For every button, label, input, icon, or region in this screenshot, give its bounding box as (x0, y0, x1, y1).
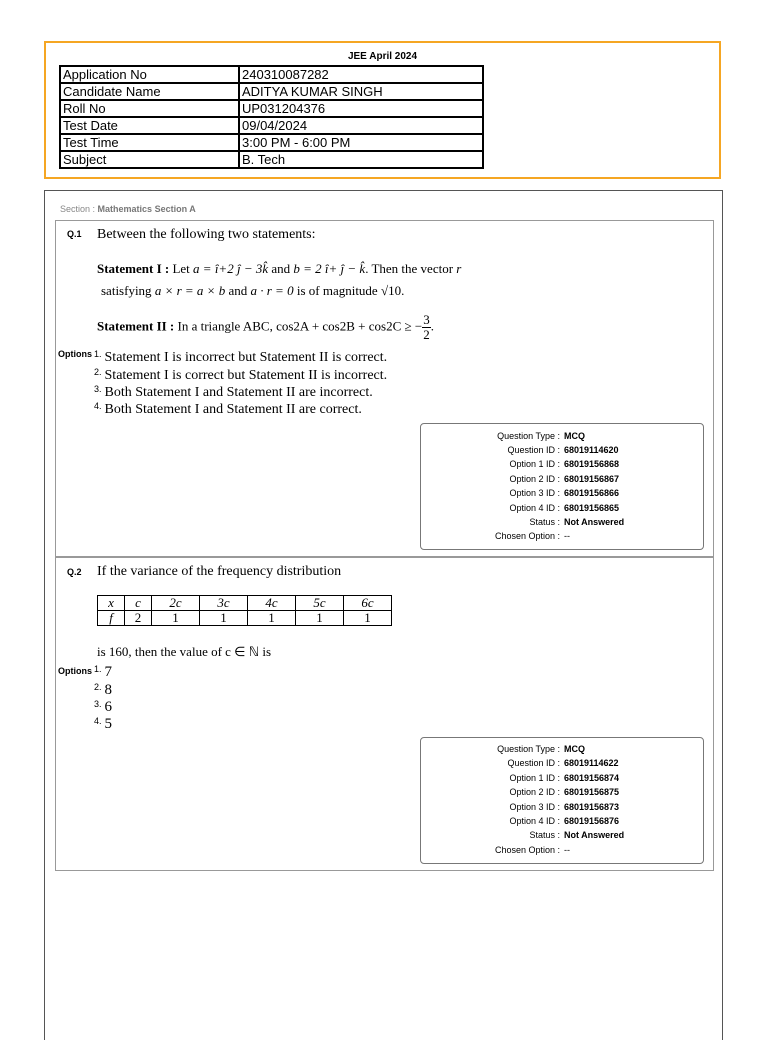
meta-row (421, 444, 703, 456)
option-item (94, 366, 387, 384)
exam-title: JEE April 2024 (347, 51, 418, 62)
question-paper (44, 190, 723, 1040)
table-cell (98, 611, 125, 626)
meta-value: Not Answered (564, 517, 625, 527)
meta-row (421, 502, 703, 514)
question-number: Q.2 (67, 567, 82, 577)
meta-key: Question Type : (497, 431, 560, 441)
meta-key: Question Type : (497, 744, 560, 754)
meta-value: -- (564, 845, 570, 855)
vector-a-expression: a = î+2 ĵ − 3k̂ (193, 261, 269, 276)
info-value: 09/04/2024 (239, 117, 483, 134)
option-item (94, 400, 362, 418)
option-number: 3. (94, 384, 102, 394)
question-card (55, 557, 714, 871)
meta-key: Option 3 ID : (509, 802, 560, 812)
info-label: Application No (60, 66, 239, 83)
meta-value: 68019156865 (564, 503, 620, 513)
cell-text: x (108, 595, 114, 610)
meta-row (421, 530, 703, 542)
info-label: Test Date (60, 117, 239, 134)
table-cell (200, 596, 248, 611)
fraction (422, 313, 431, 342)
option-item (94, 348, 387, 366)
meta-row (421, 786, 703, 798)
statement-text: is of magnitude (296, 283, 378, 298)
info-label: Candidate Name (60, 83, 239, 100)
option-text: 7 (104, 664, 113, 680)
info-row (60, 100, 483, 117)
table-cell (125, 596, 152, 611)
info-label: Test Time (60, 134, 239, 151)
option-text: Statement I is correct but Statement II is incorrect. (104, 368, 388, 383)
statement-text: satisfying (101, 283, 152, 298)
meta-row (421, 772, 703, 784)
question-number: Q.1 (67, 229, 82, 239)
meta-key: Option 2 ID : (509, 474, 560, 484)
info-row (60, 117, 483, 134)
statement-2-text: In a triangle ABC, cos2A + cos2B + cos2C ≥ − (177, 318, 423, 334)
statement-text: . Then the vector (365, 261, 454, 276)
section-label (60, 204, 196, 214)
table-cell (248, 596, 296, 611)
info-value: B. Tech (239, 151, 483, 168)
table-row (98, 596, 392, 611)
candidate-info-table (59, 65, 484, 169)
option-number: 1. (94, 349, 102, 359)
question-outro: is 160, then the value of c ∈ ℕ is (97, 644, 272, 659)
section-prefix: Section : (60, 204, 96, 214)
meta-value: 68019156866 (564, 488, 620, 498)
options-label: Options (58, 666, 92, 676)
info-value: 3:00 PM - 6:00 PM (239, 134, 483, 151)
frequency-table (97, 595, 392, 626)
cell-text: 3c (217, 595, 230, 610)
meta-row (421, 458, 703, 470)
meta-row (421, 801, 703, 813)
info-row (60, 134, 483, 151)
info-label: Roll No (60, 100, 239, 117)
option-number: 4. (94, 401, 102, 411)
meta-key: Option 3 ID : (509, 488, 560, 498)
option-text: Both Statement I and Statement II are correct. (104, 402, 362, 417)
vector-r: r (456, 261, 462, 276)
option-text: 6 (104, 699, 113, 715)
statement-1-line-1 (97, 261, 461, 277)
meta-key: Option 1 ID : (509, 459, 560, 469)
meta-row (421, 844, 703, 856)
meta-value: 68019156873 (564, 802, 620, 812)
meta-value: -- (564, 531, 570, 541)
statement-2 (97, 313, 434, 342)
cross-product-expression: a × r = a × b (154, 283, 226, 298)
option-number: 2. (94, 367, 102, 377)
fraction-denominator: 2 (423, 327, 430, 342)
option-item (94, 715, 112, 733)
info-row (60, 66, 483, 83)
option-number: 4. (94, 716, 102, 726)
meta-key: Status : (529, 830, 560, 840)
info-label: Subject (60, 151, 239, 168)
meta-row (421, 516, 703, 528)
cell-text: c (135, 595, 141, 610)
option-text: Both Statement I and Statement II are incorrect. (104, 385, 373, 400)
question-card (55, 220, 714, 557)
sqrt-ten: √10 (380, 283, 402, 298)
fraction-numerator: 3 (423, 312, 430, 327)
question-intro: Between the following two statements: (97, 227, 316, 242)
table-cell: 1 (152, 611, 200, 626)
question-intro: If the variance of the frequency distribution (97, 564, 342, 579)
meta-key: Status : (529, 517, 560, 527)
meta-value: 68019156875 (564, 787, 620, 797)
meta-value: 68019156874 (564, 773, 620, 783)
question-meta-box (420, 737, 704, 864)
table-cell (344, 596, 392, 611)
option-item (94, 681, 112, 699)
meta-row (421, 757, 703, 769)
cell-text: 6c (361, 595, 374, 610)
meta-value: 68019156868 (564, 459, 620, 469)
meta-row (421, 473, 703, 485)
statement-text: Let (172, 261, 190, 276)
meta-key: Question ID : (507, 445, 560, 455)
cell-text: 5c (313, 595, 326, 610)
dot-product-expression: a · r = 0 (250, 283, 294, 298)
meta-row (421, 430, 703, 442)
info-row (60, 151, 483, 168)
info-row (60, 83, 483, 100)
meta-value: 68019114622 (564, 758, 619, 768)
table-row (98, 611, 392, 626)
meta-value: 68019114620 (564, 445, 619, 455)
option-item (94, 698, 112, 716)
info-value: 240310087282 (239, 66, 483, 83)
meta-key: Option 1 ID : (509, 773, 560, 783)
statement-1-line-2 (101, 283, 404, 299)
meta-value: MCQ (564, 744, 585, 754)
candidate-info-card (44, 41, 721, 179)
meta-key: Option 4 ID : (509, 816, 560, 826)
option-number: 1. (94, 664, 102, 674)
meta-key: Chosen Option : (494, 531, 560, 541)
meta-key: Option 2 ID : (509, 787, 560, 797)
statement-text: . (430, 318, 434, 334)
cell-text: f (109, 610, 113, 625)
option-text: Statement I is incorrect but Statement II is correct. (104, 350, 388, 365)
section-name: Mathematics Section A (97, 204, 196, 214)
statement-text: and (271, 261, 291, 276)
statement-1-label: Statement I : (97, 261, 170, 276)
option-item (94, 663, 112, 681)
info-value: ADITYA KUMAR SINGH (239, 83, 483, 100)
option-text: 5 (104, 716, 113, 732)
table-cell (152, 596, 200, 611)
option-item (94, 383, 373, 401)
meta-value: Not Answered (564, 830, 625, 840)
cell-text: 4c (265, 595, 278, 610)
meta-row (421, 815, 703, 827)
statement-text: . (401, 283, 405, 298)
vector-b-expression: b = 2 î+ ĵ − k̂ (293, 261, 366, 276)
meta-value: 68019156867 (564, 474, 620, 484)
meta-key: Chosen Option : (494, 845, 560, 855)
option-text: 8 (104, 682, 113, 698)
meta-row (421, 487, 703, 499)
table-cell: 1 (200, 611, 248, 626)
meta-row (421, 829, 703, 841)
options-label: Options (58, 349, 92, 359)
table-cell: 2 (125, 611, 152, 626)
table-cell (98, 596, 125, 611)
meta-value: MCQ (564, 431, 585, 441)
option-number: 3. (94, 699, 102, 709)
meta-key: Option 4 ID : (509, 503, 560, 513)
info-value: UP031204376 (239, 100, 483, 117)
cell-text: 2c (169, 595, 182, 610)
statement-2-label: Statement II : (97, 318, 175, 334)
table-cell (296, 596, 344, 611)
meta-key: Question ID : (507, 758, 560, 768)
table-cell: 1 (344, 611, 392, 626)
meta-row (421, 743, 703, 755)
meta-value: 68019156876 (564, 816, 620, 826)
option-number: 2. (94, 682, 102, 692)
table-cell: 1 (248, 611, 296, 626)
statement-text: and (228, 283, 248, 298)
table-cell: 1 (296, 611, 344, 626)
question-meta-box (420, 423, 704, 550)
